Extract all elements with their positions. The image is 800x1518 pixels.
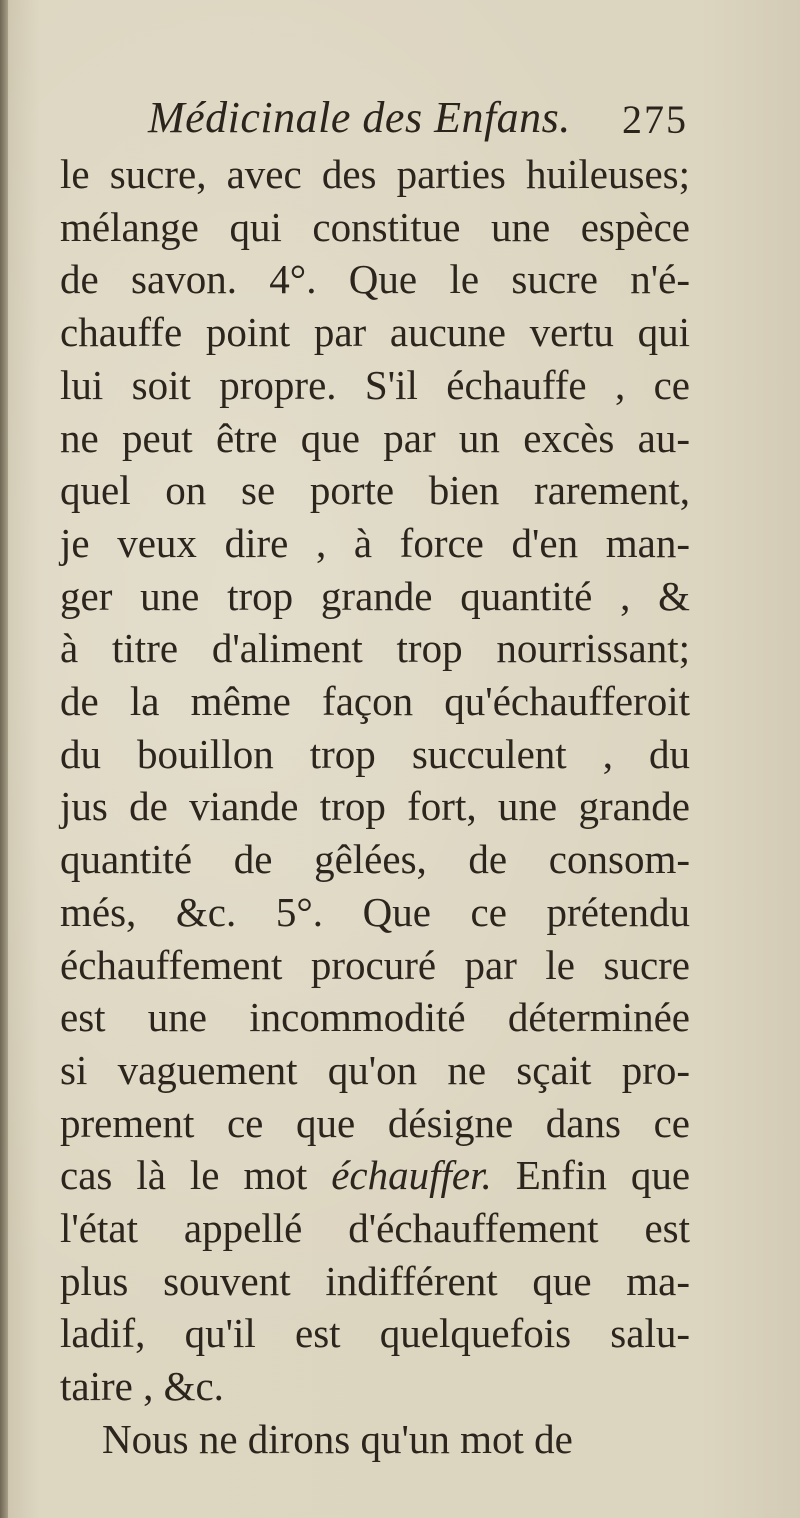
text-line: lui soit propre. S'il échauffe , ce	[60, 361, 690, 408]
text-line: mélange qui constitue une espèce	[60, 203, 690, 250]
text-line: plus souvent indifférent que ma-	[60, 1257, 690, 1304]
page-number: 275	[622, 97, 688, 142]
italic-word: échauffer.	[331, 1152, 492, 1199]
page-spine-edge	[0, 0, 8, 1518]
text-line: taire , &c.	[60, 1363, 224, 1410]
text-line: est une incommodité déterminée	[60, 994, 690, 1041]
text-line: ger une trop grande quantité , &	[60, 572, 690, 619]
text-line: ne peut être que par un excès au-	[60, 414, 690, 461]
body-text	[60, 148, 690, 1466]
text-line: de savon. 4°. Que le sucre n'é-	[60, 256, 690, 303]
text-line: je veux dire , à force d'en man-	[60, 519, 690, 566]
text-line: de la même façon qu'échaufferoit	[60, 678, 690, 725]
text-line: échauffement procuré par le sucre	[60, 941, 690, 988]
text-line: si vaguement qu'on ne sçait pro-	[60, 1046, 690, 1093]
text-line: du bouillon trop succulent , du	[60, 730, 690, 777]
text-line	[60, 1149, 690, 1202]
text-line: quantité de gêlées, de consom-	[60, 836, 690, 883]
text-line: à titre d'aliment trop nourrissant;	[60, 625, 690, 672]
text-line: jus de viande trop fort, une grande	[60, 783, 690, 830]
text-line: quel on se porte bien rarement,	[60, 467, 690, 514]
running-title: Médicinale des Enfans.	[148, 93, 571, 142]
text-line: le sucre, avec des parties huileuses;	[60, 151, 690, 197]
text-segment: cas là le mot	[60, 1152, 308, 1199]
paragraph-start-line: Nous ne dirons qu'un mot de	[102, 1415, 573, 1462]
text-line: ladif, qu'il est quelquefois salu-	[60, 1310, 690, 1357]
text-line: més, &c. 5°. Que ce prétendu	[60, 888, 690, 935]
text-line: l'état appellé d'échauffement est	[60, 1205, 690, 1252]
text-segment: Enfin que	[515, 1152, 691, 1199]
text-line: prement ce que désigne dans ce	[60, 1099, 690, 1146]
page-header	[148, 92, 708, 152]
text-line: chauffe point par aucune vertu qui	[60, 309, 690, 356]
